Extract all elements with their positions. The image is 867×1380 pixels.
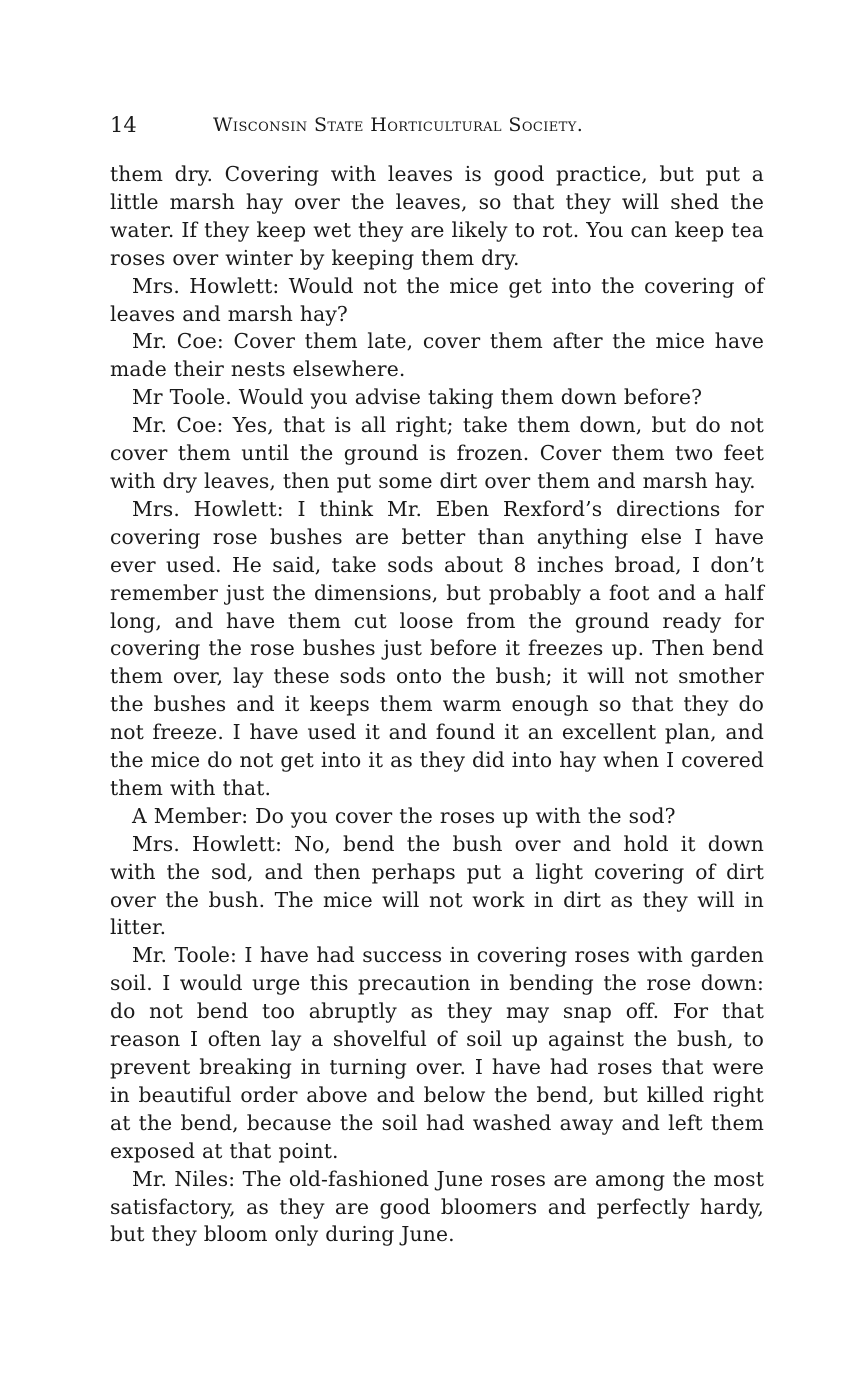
page-number: 14 xyxy=(110,113,137,137)
speaker: Mrs. Howlett: xyxy=(132,496,284,521)
paragraph xyxy=(110,803,764,831)
paragraph-text: I have had success in covering roses with garden soil. I would urge this precaution in bending the rose down: do not bend too abruptly as they may snap off. For that reason I often lay a shovelful of soil up against the bush, to prevent breaking in turning over. I have had roses that were in beautiful order above and below the bend, but killed right at the bend, because the soil had washed away and left them exposed at that point. xyxy=(110,943,765,1163)
speaker: Mr. Coe: xyxy=(132,329,224,354)
paragraph xyxy=(110,161,764,273)
paragraph xyxy=(110,1166,764,1250)
paragraph-text: No, bend the bush over and hold it down with the sod, and then perhaps put a light covering of dirt over the bush. The mice will not work in dirt as they will in litter. xyxy=(110,831,764,940)
paragraph-text: The old-fashioned June roses are among the most satisfactory, as they are good bloomers and perfectly hardy, but they bloom only during June. xyxy=(110,1166,764,1247)
speaker: Mrs. Howlett: xyxy=(132,273,280,298)
journal-title: Wisconsin State Horticultural Society. xyxy=(213,114,584,136)
speaker: Mr Toole. xyxy=(132,385,232,410)
speaker: Mr. Niles: xyxy=(132,1166,236,1191)
paragraph xyxy=(110,496,764,803)
paragraph xyxy=(110,831,764,943)
paragraph xyxy=(110,412,764,496)
speaker: Mr. Toole: xyxy=(132,943,238,968)
paragraph xyxy=(110,273,764,329)
paragraph xyxy=(110,384,764,412)
paragraph xyxy=(110,328,764,384)
paragraph-text: Cover them late, cover them after the mice have made their nests elsewhere. xyxy=(110,329,764,382)
paragraph-text: them dry. Covering with leaves is good practice, but put a little marsh hay over the leaves, so that they will shed the water. If they keep wet they are likely to rot. You can keep tea roses over winter by keeping them dry. xyxy=(110,162,764,270)
paragraph-text: Yes, that is all right; take them down, but do not cover them until the ground is frozen. Cover them two feet with dry leaves, then put some dirt over them and marsh hay. xyxy=(110,413,764,493)
paragraph-text: Would you advise taking them down before? xyxy=(238,385,703,410)
paragraph-text: Would not the mice get into the covering of leaves and marsh hay? xyxy=(110,273,764,326)
speaker: A Member: xyxy=(132,803,249,828)
speaker: Mrs. Howlett: xyxy=(132,831,283,856)
speaker: Mr. Coe: xyxy=(132,413,224,438)
paragraph xyxy=(110,942,764,1165)
running-head xyxy=(110,110,662,142)
paragraph-text: Do you cover the roses up with the sod? xyxy=(255,803,676,828)
paragraph-text: I think Mr. Eben Rexford’s directions for covering rose bushes are better than anything else I have ever used. He said, take sods about 8 inches broad, I don’t remember just the dimensions, but probably a foot and a half long, and have them cut loose from the ground ready for covering the rose bushes just before it freezes up. Then bend them over, lay these sods onto the bush; it will not smother the bushes and it keeps them warm enough so that they do not freeze. I have used it and found it an excellent plan, and the mice do not get into it as they did into hay when I covered them with that. xyxy=(110,496,764,800)
body-text xyxy=(110,161,764,1249)
